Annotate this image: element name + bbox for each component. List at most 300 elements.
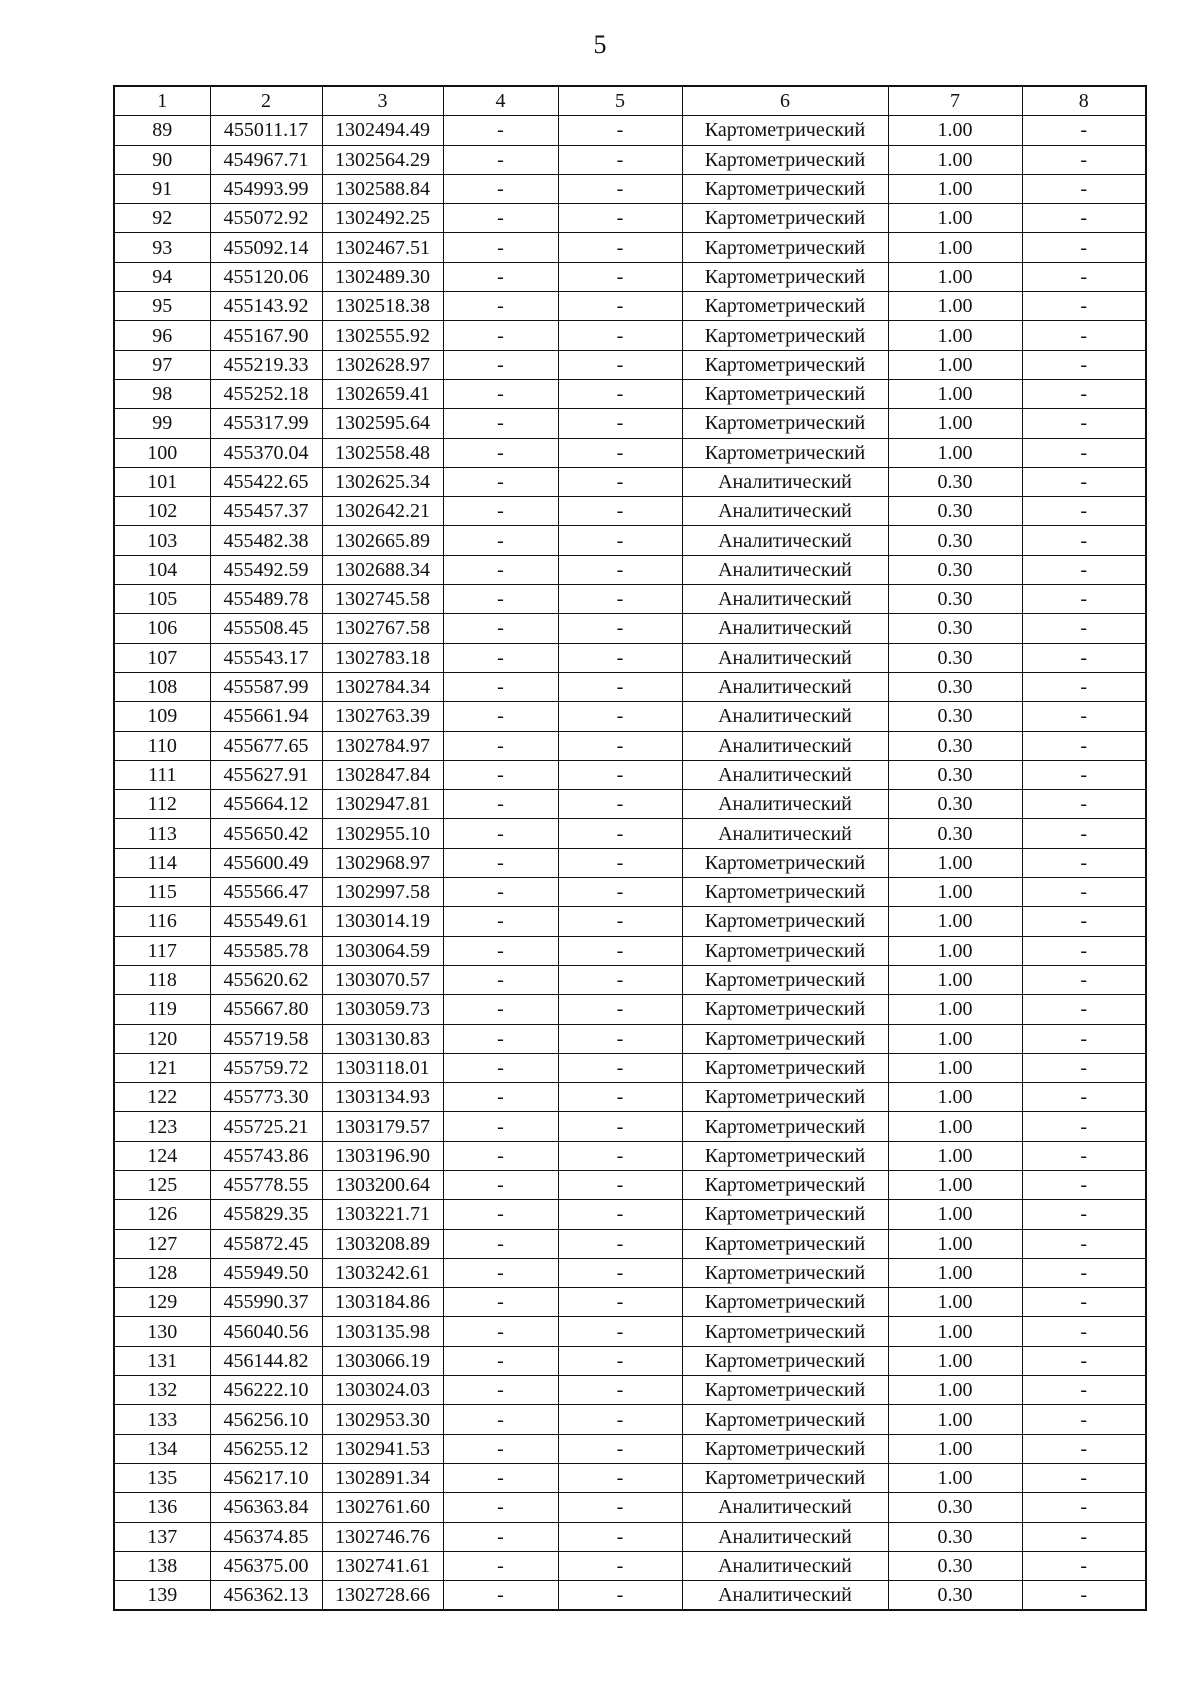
cell-y-coordinate: 1302595.64	[322, 409, 443, 438]
cell-accuracy: 1.00	[888, 1434, 1022, 1463]
cell-x-coordinate: 455620.62	[210, 965, 322, 994]
cell-col-8: -	[1022, 1258, 1146, 1287]
cell-x-coordinate: 455872.45	[210, 1229, 322, 1258]
cell-point-number: 123	[114, 1112, 210, 1141]
cell-accuracy: 0.30	[888, 585, 1022, 614]
cell-point-number: 137	[114, 1522, 210, 1551]
cell-accuracy: 1.00	[888, 292, 1022, 321]
cell-col-4: -	[443, 204, 558, 233]
cell-y-coordinate: 1302784.34	[322, 672, 443, 701]
cell-x-coordinate: 455725.21	[210, 1112, 322, 1141]
cell-col-4: -	[443, 379, 558, 408]
cell-col-8: -	[1022, 262, 1146, 291]
cell-col-5: -	[558, 995, 682, 1024]
cell-x-coordinate: 455549.61	[210, 907, 322, 936]
cell-accuracy: 1.00	[888, 1346, 1022, 1375]
coordinates-table	[113, 85, 1147, 1611]
cell-accuracy: 1.00	[888, 1200, 1022, 1229]
cell-y-coordinate: 1303014.19	[322, 907, 443, 936]
cell-col-4: -	[443, 438, 558, 467]
table-row	[114, 643, 1146, 672]
cell-accuracy: 1.00	[888, 1083, 1022, 1112]
cell-col-8: -	[1022, 350, 1146, 379]
cell-col-8: -	[1022, 585, 1146, 614]
cell-x-coordinate: 455167.90	[210, 321, 322, 350]
cell-point-number: 130	[114, 1317, 210, 1346]
cell-point-number: 138	[114, 1551, 210, 1580]
cell-x-coordinate: 456255.12	[210, 1434, 322, 1463]
column-header-7: 7	[888, 86, 1022, 116]
cell-y-coordinate: 1303200.64	[322, 1170, 443, 1199]
cell-method: Аналитический	[682, 614, 888, 643]
cell-col-5: -	[558, 292, 682, 321]
cell-col-4: -	[443, 1434, 558, 1463]
cell-col-5: -	[558, 1551, 682, 1580]
cell-col-8: -	[1022, 672, 1146, 701]
cell-method: Картометрический	[682, 321, 888, 350]
cell-col-5: -	[558, 409, 682, 438]
table-row	[114, 1551, 1146, 1580]
cell-col-4: -	[443, 819, 558, 848]
cell-point-number: 100	[114, 438, 210, 467]
cell-x-coordinate: 455508.45	[210, 614, 322, 643]
cell-col-5: -	[558, 672, 682, 701]
cell-col-8: -	[1022, 145, 1146, 174]
cell-method: Картометрический	[682, 1083, 888, 1112]
cell-col-4: -	[443, 1346, 558, 1375]
cell-col-4: -	[443, 497, 558, 526]
cell-y-coordinate: 1303118.01	[322, 1053, 443, 1082]
cell-accuracy: 1.00	[888, 174, 1022, 203]
cell-x-coordinate: 455990.37	[210, 1288, 322, 1317]
cell-point-number: 104	[114, 555, 210, 584]
cell-accuracy: 0.30	[888, 1551, 1022, 1580]
cell-method: Картометрический	[682, 936, 888, 965]
cell-col-8: -	[1022, 1024, 1146, 1053]
cell-point-number: 93	[114, 233, 210, 262]
cell-col-4: -	[443, 1493, 558, 1522]
table-row	[114, 526, 1146, 555]
cell-accuracy: 1.00	[888, 1258, 1022, 1287]
cell-point-number: 124	[114, 1141, 210, 1170]
cell-col-4: -	[443, 321, 558, 350]
cell-col-5: -	[558, 965, 682, 994]
cell-y-coordinate: 1303221.71	[322, 1200, 443, 1229]
cell-point-number: 89	[114, 116, 210, 145]
table-row	[114, 1170, 1146, 1199]
table-row	[114, 1288, 1146, 1317]
cell-col-5: -	[558, 497, 682, 526]
table-row	[114, 1317, 1146, 1346]
cell-col-8: -	[1022, 1434, 1146, 1463]
table-row	[114, 1200, 1146, 1229]
cell-col-8: -	[1022, 1493, 1146, 1522]
cell-y-coordinate: 1302763.39	[322, 702, 443, 731]
table-row	[114, 1522, 1146, 1551]
cell-method: Картометрический	[682, 1200, 888, 1229]
cell-y-coordinate: 1303024.03	[322, 1376, 443, 1405]
cell-col-8: -	[1022, 1317, 1146, 1346]
cell-col-5: -	[558, 1229, 682, 1258]
cell-col-4: -	[443, 731, 558, 760]
table-row	[114, 438, 1146, 467]
table-row	[114, 262, 1146, 291]
cell-accuracy: 0.30	[888, 731, 1022, 760]
cell-col-4: -	[443, 292, 558, 321]
cell-accuracy: 1.00	[888, 438, 1022, 467]
table-row	[114, 350, 1146, 379]
cell-point-number: 107	[114, 643, 210, 672]
cell-method: Аналитический	[682, 1493, 888, 1522]
cell-method: Картометрический	[682, 1405, 888, 1434]
cell-y-coordinate: 1302997.58	[322, 878, 443, 907]
cell-col-5: -	[558, 1522, 682, 1551]
cell-accuracy: 0.30	[888, 643, 1022, 672]
cell-col-5: -	[558, 526, 682, 555]
table-row	[114, 819, 1146, 848]
table-row	[114, 731, 1146, 760]
cell-col-5: -	[558, 1258, 682, 1287]
cell-accuracy: 1.00	[888, 1170, 1022, 1199]
cell-col-8: -	[1022, 1376, 1146, 1405]
cell-col-5: -	[558, 1053, 682, 1082]
cell-x-coordinate: 455677.65	[210, 731, 322, 760]
cell-x-coordinate: 455600.49	[210, 848, 322, 877]
cell-point-number: 103	[114, 526, 210, 555]
cell-col-8: -	[1022, 643, 1146, 672]
table-row	[114, 1463, 1146, 1492]
table-row	[114, 1229, 1146, 1258]
cell-y-coordinate: 1302492.25	[322, 204, 443, 233]
cell-point-number: 102	[114, 497, 210, 526]
cell-method: Картометрический	[682, 1463, 888, 1492]
cell-col-4: -	[443, 614, 558, 643]
cell-point-number: 129	[114, 1288, 210, 1317]
table-row	[114, 1258, 1146, 1287]
table-row	[114, 936, 1146, 965]
cell-col-4: -	[443, 1200, 558, 1229]
column-header-3: 3	[322, 86, 443, 116]
cell-x-coordinate: 456222.10	[210, 1376, 322, 1405]
cell-x-coordinate: 455092.14	[210, 233, 322, 262]
cell-y-coordinate: 1302941.53	[322, 1434, 443, 1463]
cell-method: Картометрический	[682, 145, 888, 174]
cell-method: Картометрический	[682, 204, 888, 233]
cell-col-8: -	[1022, 702, 1146, 731]
table-row	[114, 878, 1146, 907]
cell-col-4: -	[443, 1083, 558, 1112]
page-number: 5	[593, 30, 607, 59]
cell-point-number: 128	[114, 1258, 210, 1287]
cell-col-5: -	[558, 233, 682, 262]
cell-method: Аналитический	[682, 555, 888, 584]
cell-y-coordinate: 1302558.48	[322, 438, 443, 467]
cell-method: Картометрический	[682, 1170, 888, 1199]
cell-col-5: -	[558, 1083, 682, 1112]
cell-col-5: -	[558, 1434, 682, 1463]
cell-col-4: -	[443, 555, 558, 584]
table-row	[114, 1053, 1146, 1082]
cell-method: Аналитический	[682, 672, 888, 701]
cell-accuracy: 1.00	[888, 848, 1022, 877]
cell-col-8: -	[1022, 116, 1146, 145]
cell-x-coordinate: 455719.58	[210, 1024, 322, 1053]
cell-method: Картометрический	[682, 1258, 888, 1287]
cell-col-5: -	[558, 262, 682, 291]
cell-point-number: 121	[114, 1053, 210, 1082]
cell-accuracy: 0.30	[888, 467, 1022, 496]
cell-col-8: -	[1022, 614, 1146, 643]
cell-point-number: 122	[114, 1083, 210, 1112]
cell-x-coordinate: 455317.99	[210, 409, 322, 438]
cell-col-4: -	[443, 995, 558, 1024]
cell-col-5: -	[558, 819, 682, 848]
cell-x-coordinate: 456362.13	[210, 1581, 322, 1611]
cell-col-8: -	[1022, 995, 1146, 1024]
cell-accuracy: 1.00	[888, 321, 1022, 350]
cell-x-coordinate: 455566.47	[210, 878, 322, 907]
cell-accuracy: 1.00	[888, 1024, 1022, 1053]
cell-col-5: -	[558, 1493, 682, 1522]
cell-x-coordinate: 455949.50	[210, 1258, 322, 1287]
cell-method: Аналитический	[682, 585, 888, 614]
table-row	[114, 760, 1146, 789]
cell-point-number: 113	[114, 819, 210, 848]
cell-col-4: -	[443, 907, 558, 936]
cell-method: Картометрический	[682, 1434, 888, 1463]
cell-point-number: 105	[114, 585, 210, 614]
cell-y-coordinate: 1302467.51	[322, 233, 443, 262]
cell-accuracy: 0.30	[888, 614, 1022, 643]
cell-col-4: -	[443, 1053, 558, 1082]
table-row	[114, 614, 1146, 643]
cell-accuracy: 0.30	[888, 497, 1022, 526]
cell-x-coordinate: 455778.55	[210, 1170, 322, 1199]
cell-accuracy: 1.00	[888, 1053, 1022, 1082]
cell-method: Картометрический	[682, 848, 888, 877]
cell-x-coordinate: 455667.80	[210, 995, 322, 1024]
cell-col-4: -	[443, 1141, 558, 1170]
cell-point-number: 91	[114, 174, 210, 203]
cell-y-coordinate: 1303208.89	[322, 1229, 443, 1258]
cell-col-5: -	[558, 790, 682, 819]
cell-method: Аналитический	[682, 731, 888, 760]
cell-accuracy: 0.30	[888, 790, 1022, 819]
cell-col-5: -	[558, 1463, 682, 1492]
cell-x-coordinate: 455489.78	[210, 585, 322, 614]
cell-col-5: -	[558, 1170, 682, 1199]
cell-col-5: -	[558, 1288, 682, 1317]
cell-x-coordinate: 456217.10	[210, 1463, 322, 1492]
cell-accuracy: 0.30	[888, 702, 1022, 731]
cell-col-5: -	[558, 1200, 682, 1229]
table-row	[114, 555, 1146, 584]
cell-col-8: -	[1022, 233, 1146, 262]
table-row	[114, 848, 1146, 877]
cell-x-coordinate: 455664.12	[210, 790, 322, 819]
cell-point-number: 97	[114, 350, 210, 379]
cell-accuracy: 1.00	[888, 1405, 1022, 1434]
cell-col-8: -	[1022, 1141, 1146, 1170]
cell-col-4: -	[443, 1551, 558, 1580]
table-row	[114, 467, 1146, 496]
cell-accuracy: 1.00	[888, 1229, 1022, 1258]
cell-col-4: -	[443, 1522, 558, 1551]
cell-col-5: -	[558, 145, 682, 174]
cell-col-4: -	[443, 1024, 558, 1053]
cell-col-4: -	[443, 174, 558, 203]
cell-x-coordinate: 455143.92	[210, 292, 322, 321]
cell-col-4: -	[443, 350, 558, 379]
cell-x-coordinate: 455759.72	[210, 1053, 322, 1082]
table-row	[114, 907, 1146, 936]
cell-col-5: -	[558, 585, 682, 614]
cell-y-coordinate: 1303064.59	[322, 936, 443, 965]
cell-col-5: -	[558, 643, 682, 672]
cell-col-8: -	[1022, 1170, 1146, 1199]
cell-accuracy: 1.00	[888, 995, 1022, 1024]
table-row	[114, 585, 1146, 614]
cell-accuracy: 1.00	[888, 379, 1022, 408]
cell-x-coordinate: 455370.04	[210, 438, 322, 467]
cell-col-8: -	[1022, 1229, 1146, 1258]
cell-accuracy: 0.30	[888, 1581, 1022, 1611]
cell-col-5: -	[558, 1317, 682, 1346]
cell-col-5: -	[558, 1405, 682, 1434]
cell-method: Картометрический	[682, 438, 888, 467]
cell-point-number: 114	[114, 848, 210, 877]
cell-y-coordinate: 1303179.57	[322, 1112, 443, 1141]
cell-col-8: -	[1022, 292, 1146, 321]
cell-point-number: 106	[114, 614, 210, 643]
cell-col-5: -	[558, 760, 682, 789]
cell-col-5: -	[558, 878, 682, 907]
cell-point-number: 98	[114, 379, 210, 408]
cell-x-coordinate: 455773.30	[210, 1083, 322, 1112]
cell-y-coordinate: 1303184.86	[322, 1288, 443, 1317]
cell-x-coordinate: 455457.37	[210, 497, 322, 526]
cell-accuracy: 1.00	[888, 1288, 1022, 1317]
cell-x-coordinate: 454993.99	[210, 174, 322, 203]
table-row	[114, 790, 1146, 819]
cell-accuracy: 1.00	[888, 262, 1022, 291]
cell-col-5: -	[558, 731, 682, 760]
cell-col-4: -	[443, 1288, 558, 1317]
table-row	[114, 702, 1146, 731]
cell-point-number: 110	[114, 731, 210, 760]
cell-col-5: -	[558, 907, 682, 936]
cell-col-4: -	[443, 1376, 558, 1405]
cell-col-4: -	[443, 262, 558, 291]
cell-point-number: 96	[114, 321, 210, 350]
cell-x-coordinate: 455743.86	[210, 1141, 322, 1170]
cell-accuracy: 1.00	[888, 1112, 1022, 1141]
cell-method: Картометрический	[682, 1141, 888, 1170]
table-row	[114, 497, 1146, 526]
table-row	[114, 995, 1146, 1024]
cell-method: Картометрический	[682, 995, 888, 1024]
cell-col-8: -	[1022, 526, 1146, 555]
cell-x-coordinate: 455422.65	[210, 467, 322, 496]
cell-method: Картометрический	[682, 174, 888, 203]
cell-point-number: 126	[114, 1200, 210, 1229]
cell-col-8: -	[1022, 467, 1146, 496]
cell-point-number: 109	[114, 702, 210, 731]
cell-point-number: 95	[114, 292, 210, 321]
cell-method: Аналитический	[682, 497, 888, 526]
cell-point-number: 118	[114, 965, 210, 994]
cell-method: Картометрический	[682, 1112, 888, 1141]
cell-x-coordinate: 455829.35	[210, 1200, 322, 1229]
column-header-5: 5	[558, 86, 682, 116]
table-row	[114, 1346, 1146, 1375]
cell-y-coordinate: 1302767.58	[322, 614, 443, 643]
table-row	[114, 1083, 1146, 1112]
cell-x-coordinate: 456256.10	[210, 1405, 322, 1434]
cell-col-8: -	[1022, 1200, 1146, 1229]
cell-col-8: -	[1022, 1463, 1146, 1492]
cell-col-4: -	[443, 702, 558, 731]
cell-col-8: -	[1022, 819, 1146, 848]
cell-col-4: -	[443, 233, 558, 262]
cell-col-5: -	[558, 702, 682, 731]
table-row	[114, 965, 1146, 994]
table-body	[114, 116, 1146, 1611]
cell-accuracy: 1.00	[888, 145, 1022, 174]
cell-col-8: -	[1022, 1346, 1146, 1375]
cell-accuracy: 1.00	[888, 965, 1022, 994]
table-row	[114, 1376, 1146, 1405]
cell-point-number: 134	[114, 1434, 210, 1463]
cell-accuracy: 1.00	[888, 936, 1022, 965]
cell-col-4: -	[443, 1317, 558, 1346]
cell-point-number: 120	[114, 1024, 210, 1053]
cell-accuracy: 0.30	[888, 526, 1022, 555]
cell-method: Картометрический	[682, 1288, 888, 1317]
cell-point-number: 119	[114, 995, 210, 1024]
cell-point-number: 139	[114, 1581, 210, 1611]
cell-y-coordinate: 1302564.29	[322, 145, 443, 174]
cell-point-number: 116	[114, 907, 210, 936]
cell-point-number: 135	[114, 1463, 210, 1492]
table-row	[114, 379, 1146, 408]
cell-col-4: -	[443, 878, 558, 907]
table-row	[114, 1024, 1146, 1053]
cell-x-coordinate: 455585.78	[210, 936, 322, 965]
cell-point-number: 92	[114, 204, 210, 233]
cell-point-number: 132	[114, 1376, 210, 1405]
cell-method: Картометрический	[682, 1376, 888, 1405]
cell-method: Картометрический	[682, 878, 888, 907]
cell-y-coordinate: 1302665.89	[322, 526, 443, 555]
table-header-row	[114, 86, 1146, 116]
cell-col-4: -	[443, 643, 558, 672]
cell-y-coordinate: 1302518.38	[322, 292, 443, 321]
cell-col-4: -	[443, 526, 558, 555]
cell-col-8: -	[1022, 497, 1146, 526]
cell-method: Картометрический	[682, 233, 888, 262]
cell-x-coordinate: 456363.84	[210, 1493, 322, 1522]
cell-x-coordinate: 456375.00	[210, 1551, 322, 1580]
cell-x-coordinate: 454967.71	[210, 145, 322, 174]
cell-point-number: 101	[114, 467, 210, 496]
cell-col-4: -	[443, 1112, 558, 1141]
cell-x-coordinate: 455627.91	[210, 760, 322, 789]
cell-col-4: -	[443, 1258, 558, 1287]
cell-col-8: -	[1022, 1288, 1146, 1317]
cell-method: Аналитический	[682, 702, 888, 731]
cell-col-4: -	[443, 1463, 558, 1492]
